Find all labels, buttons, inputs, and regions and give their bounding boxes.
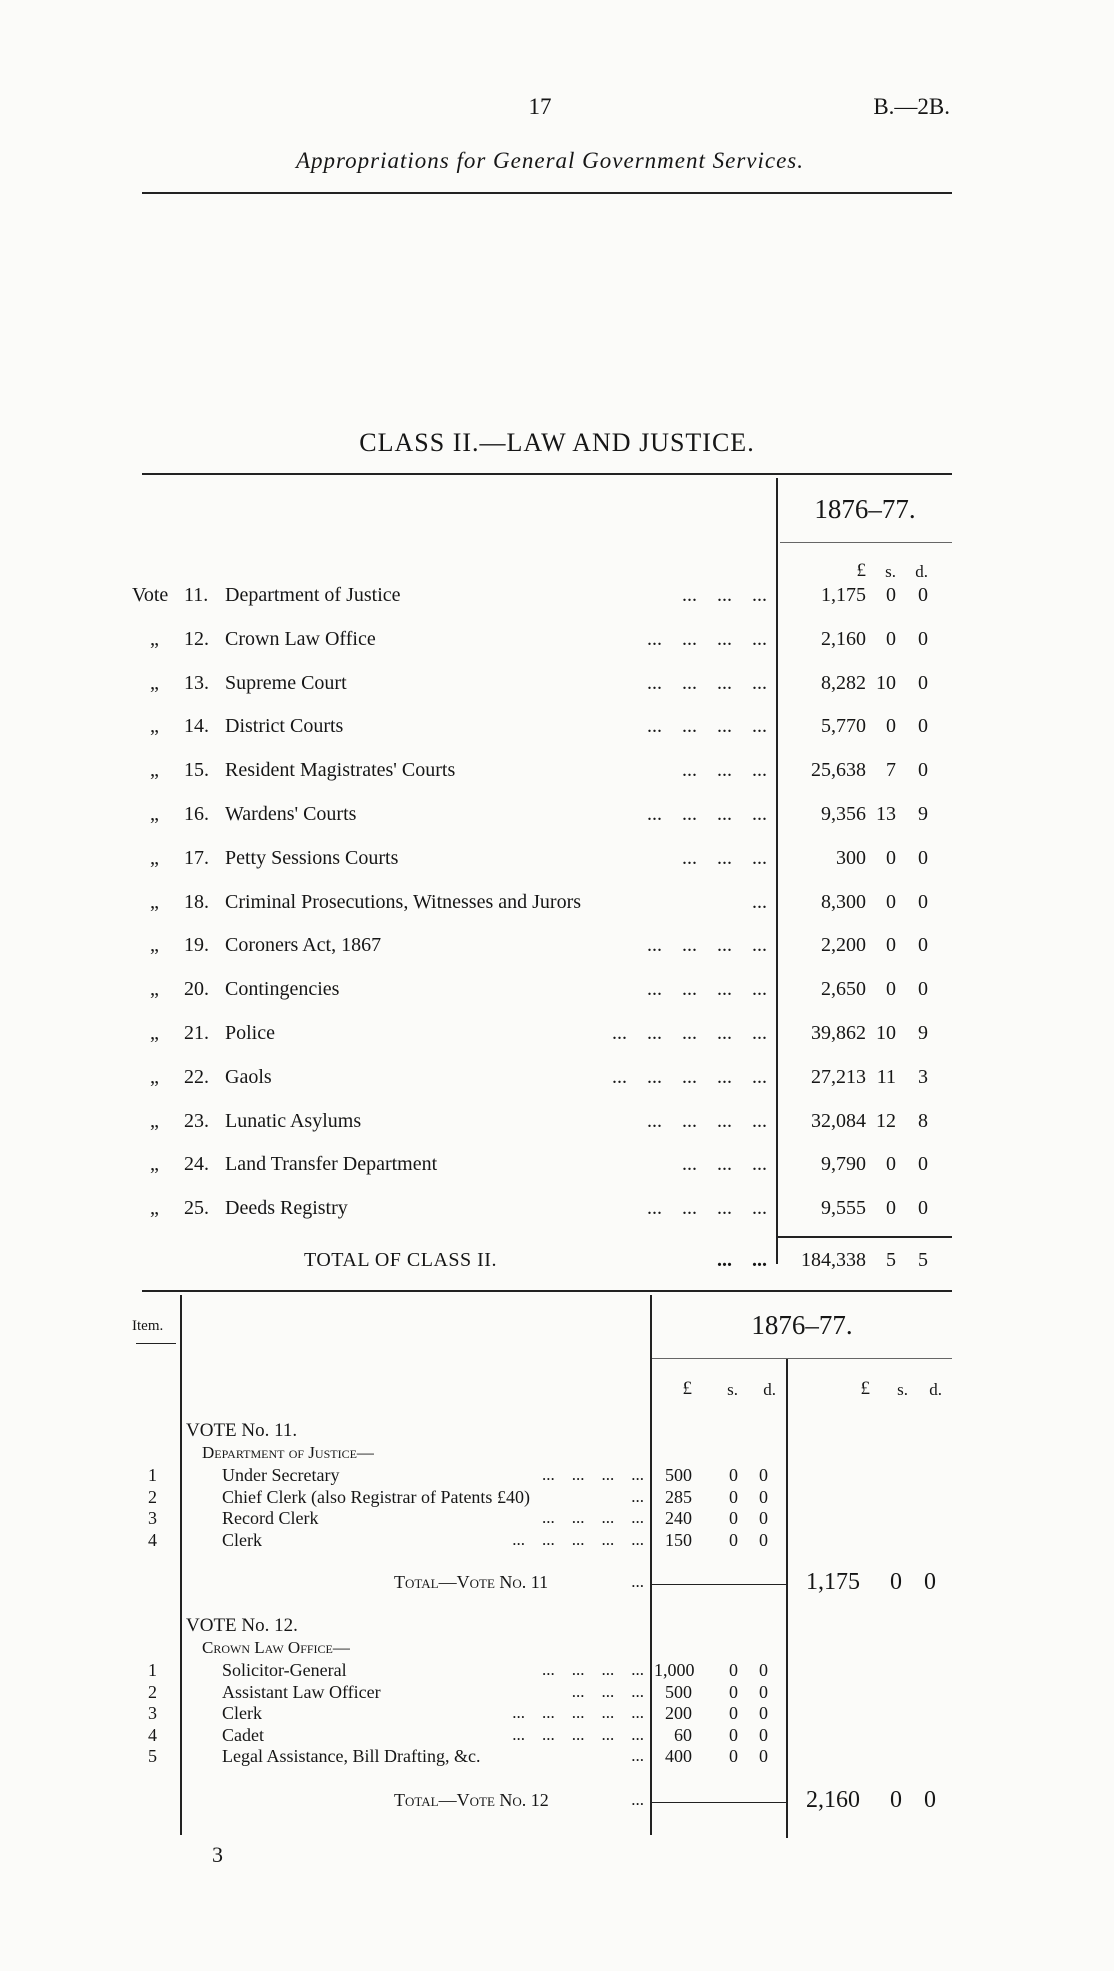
- item-shillings: 0: [729, 1725, 738, 1745]
- col-pound-header: £: [856, 560, 866, 581]
- item-pence: 0: [759, 1508, 768, 1528]
- ditto-mark: „: [150, 672, 159, 694]
- ditto-mark: „: [150, 1110, 159, 1132]
- amount-shillings: 10: [876, 1022, 896, 1044]
- item-number: 4: [148, 1530, 157, 1550]
- leader-dots: ... ... ... ...: [647, 803, 767, 825]
- item-shillings: 0: [729, 1487, 738, 1507]
- amount-shillings: 0: [886, 628, 896, 650]
- vote-name: District Courts: [225, 715, 344, 737]
- leader-dots: ... ... ... ...: [647, 672, 767, 694]
- amount-pence: 0: [918, 1153, 928, 1175]
- page-number: 17: [528, 94, 552, 119]
- item-pounds: 150: [665, 1530, 692, 1550]
- item-pounds: 200: [665, 1703, 692, 1723]
- leader-dots: ... ... ... ...: [647, 1197, 767, 1219]
- ditto-mark: „: [150, 628, 159, 650]
- amount-shillings: 11: [876, 1066, 896, 1088]
- item-pence: 0: [759, 1465, 768, 1485]
- leader-dots: ... ... ... ... ...: [612, 1066, 767, 1088]
- detail-item-divider: [180, 1295, 182, 1835]
- leader-dots: ... ... ... ...: [542, 1465, 644, 1484]
- detail-total-col-pound: £: [860, 1378, 870, 1399]
- item-shillings: 0: [729, 1508, 738, 1528]
- vote-total-pence: 0: [924, 1569, 936, 1595]
- document-code: B.—2B.: [873, 94, 950, 119]
- amount-pounds: 2,650: [821, 978, 866, 1000]
- summary-total-label: TOTAL OF CLASS II.: [304, 1249, 497, 1271]
- item-pence: 0: [759, 1660, 768, 1680]
- amount-pence: 0: [918, 934, 928, 956]
- ditto-mark: „: [150, 934, 159, 956]
- col-pence-header: d.: [915, 562, 928, 581]
- class-title: CLASS II.—LAW AND JUSTICE.: [359, 428, 755, 457]
- item-shillings: 0: [729, 1530, 738, 1550]
- item-pounds: 500: [665, 1682, 692, 1702]
- vote-name: Resident Magistrates' Courts: [225, 759, 456, 781]
- amount-shillings: 0: [886, 934, 896, 956]
- ditto-mark: „: [150, 1197, 159, 1219]
- vote-total-label: Total—Vote No. 12: [394, 1790, 549, 1810]
- leader-dots: ... ... ... ... ...: [512, 1703, 644, 1722]
- amount-pence: 0: [918, 628, 928, 650]
- amount-shillings: 12: [876, 1110, 896, 1132]
- leader-dots: ... ... ... ...: [647, 978, 767, 1000]
- vote-number: 18.: [184, 891, 209, 913]
- amount-shillings: 10: [876, 672, 896, 694]
- ditto-mark: „: [150, 759, 159, 781]
- header-rule: [142, 192, 952, 194]
- signature-mark: 3: [212, 1842, 223, 1867]
- item-pence: 0: [759, 1530, 768, 1550]
- summary-year-rule: [780, 542, 952, 543]
- amount-shillings: 0: [886, 978, 896, 1000]
- amount-shillings: 0: [886, 1197, 896, 1219]
- vote-total-shillings: 0: [890, 1787, 902, 1813]
- amount-pounds: 39,862: [811, 1022, 866, 1044]
- department-heading: Crown Law Office—: [202, 1638, 350, 1657]
- item-pence: 0: [759, 1487, 768, 1507]
- summary-total-shillings: 5: [886, 1249, 896, 1271]
- item-pence: 0: [759, 1725, 768, 1745]
- vote-number: 22.: [184, 1066, 209, 1088]
- item-label: Clerk: [222, 1703, 262, 1723]
- detail-total-divider: [786, 1358, 788, 1838]
- item-pence: 0: [759, 1703, 768, 1723]
- amount-pounds: 32,084: [811, 1110, 866, 1132]
- vote-name: Gaols: [225, 1066, 272, 1088]
- leader-dots: ... ... ...: [682, 1153, 767, 1175]
- item-pounds: 1,000: [654, 1660, 695, 1680]
- summary-column-divider: [776, 478, 778, 1264]
- leader-dots: ...: [631, 1572, 644, 1591]
- amount-shillings: 0: [886, 715, 896, 737]
- amount-pounds: 8,300: [821, 891, 866, 913]
- amount-shillings: 0: [886, 891, 896, 913]
- item-label: Record Clerk: [222, 1508, 319, 1528]
- leader-dots: ... ... ...: [571, 1682, 644, 1701]
- amount-pence: 0: [918, 847, 928, 869]
- item-pounds: 400: [665, 1746, 692, 1766]
- item-pence: 0: [759, 1746, 768, 1766]
- vote-number: 20.: [184, 978, 209, 1000]
- vote-name: Deeds Registry: [225, 1197, 348, 1219]
- ditto-mark: „: [150, 978, 159, 1000]
- vote-total-pence: 0: [924, 1787, 936, 1813]
- vote-number: 24.: [184, 1153, 209, 1175]
- item-header-rule: [136, 1343, 176, 1344]
- vote-name: Department of Justice: [225, 584, 401, 606]
- vote-name: Criminal Prosecutions, Witnesses and Jurors: [225, 891, 582, 913]
- ditto-mark: „: [150, 715, 159, 737]
- detail-top-rule: [142, 1290, 952, 1292]
- amount-pence: 3: [918, 1066, 928, 1088]
- vote-prefix: Vote: [132, 584, 169, 606]
- leader-dots: ... ... ... ... ...: [512, 1725, 644, 1744]
- amount-pence: 0: [918, 1197, 928, 1219]
- amount-pounds: 300: [836, 847, 866, 869]
- amount-shillings: 7: [886, 759, 896, 781]
- item-pounds: 285: [665, 1487, 692, 1507]
- item-pounds: 60: [674, 1725, 692, 1745]
- amount-pence: 0: [918, 759, 928, 781]
- item-label: Chief Clerk (also Registrar of Patents £40): [222, 1487, 530, 1507]
- amount-pounds: 5,770: [821, 715, 866, 737]
- ditto-mark: „: [150, 1022, 159, 1044]
- amount-pence: 0: [918, 672, 928, 694]
- leader-dots: ... ... ... ... ...: [512, 1530, 644, 1549]
- item-shillings: 0: [729, 1682, 738, 1702]
- item-label: Clerk: [222, 1530, 262, 1550]
- item-shillings: 0: [729, 1660, 738, 1680]
- item-number: 5: [148, 1746, 157, 1766]
- vote-number: 16.: [184, 803, 209, 825]
- amount-pounds: 8,282: [821, 672, 866, 694]
- amount-shillings: 0: [886, 847, 896, 869]
- vote-total-label: Total—Vote No. 11: [394, 1572, 549, 1592]
- amount-pounds: 9,790: [821, 1153, 866, 1175]
- summary-total-pence: 5: [918, 1249, 928, 1271]
- detail-total-col-pence: d.: [929, 1380, 942, 1399]
- ditto-mark: „: [150, 1066, 159, 1088]
- vote-number: 25.: [184, 1197, 209, 1219]
- vote-name: Supreme Court: [225, 672, 347, 694]
- leader-dots: ... ... ... ...: [542, 1508, 644, 1527]
- item-pounds: 500: [665, 1465, 692, 1485]
- item-shillings: 0: [729, 1703, 738, 1723]
- amount-pence: 0: [918, 715, 928, 737]
- detail-col-pound: £: [682, 1378, 692, 1399]
- amount-pence: 0: [918, 584, 928, 606]
- item-shillings: 0: [729, 1465, 738, 1485]
- item-label: Cadet: [222, 1725, 264, 1745]
- vote-number: 23.: [184, 1110, 209, 1132]
- summary-total-rule: [776, 1236, 952, 1238]
- leader-dots: ...: [631, 1746, 644, 1765]
- vote-title: VOTE No. 11.: [186, 1420, 298, 1441]
- detail-col-shilling: s.: [727, 1380, 738, 1399]
- summary-total-dots: ... ...: [717, 1249, 767, 1271]
- item-label: Legal Assistance, Bill Drafting, &c.: [222, 1746, 481, 1766]
- ditto-mark: „: [150, 803, 159, 825]
- amount-pounds: 2,160: [821, 628, 866, 650]
- summary-year-header: 1876–77.: [814, 494, 916, 524]
- item-number: 2: [148, 1487, 157, 1507]
- item-column-header: Item.: [132, 1318, 164, 1334]
- vote-name: Lunatic Asylums: [225, 1110, 362, 1132]
- vote-number: 14.: [184, 715, 209, 737]
- summary-top-rule: [142, 473, 952, 475]
- vote-number: 11.: [184, 584, 209, 606]
- amount-shillings: 0: [886, 584, 896, 606]
- vote-title: VOTE No. 12.: [186, 1615, 298, 1636]
- vote-number: 17.: [184, 847, 209, 869]
- detail-year-rule: [652, 1358, 952, 1359]
- leader-dots: ... ... ... ... ...: [612, 1022, 767, 1044]
- vote-number: 13.: [184, 672, 209, 694]
- leader-dots: ...: [631, 1790, 644, 1809]
- detail-total-col-shilling: s.: [897, 1380, 908, 1399]
- leader-dots: ... ... ... ...: [647, 628, 767, 650]
- item-number: 1: [148, 1465, 157, 1485]
- amount-pence: 9: [918, 803, 928, 825]
- amount-shillings: 13: [876, 803, 896, 825]
- col-shilling-header: s.: [885, 562, 896, 581]
- vote-number: 15.: [184, 759, 209, 781]
- ditto-mark: „: [150, 1153, 159, 1175]
- item-number: 2: [148, 1682, 157, 1702]
- leader-dots: ...: [631, 1487, 644, 1506]
- leader-dots: ... ... ... ...: [647, 934, 767, 956]
- ditto-mark: „: [150, 847, 159, 869]
- leader-dots: ... ... ...: [682, 847, 767, 869]
- amount-pence: 0: [918, 978, 928, 1000]
- leader-dots: ... ... ... ...: [542, 1660, 644, 1679]
- vote-name: Police: [225, 1022, 275, 1044]
- item-pounds: 240: [665, 1508, 692, 1528]
- vote-name: Contingencies: [225, 978, 340, 1000]
- detail-year-header: 1876–77.: [751, 1310, 853, 1340]
- vote-total-pounds: 2,160: [806, 1787, 860, 1813]
- amount-shillings: 0: [886, 1153, 896, 1175]
- amount-pounds: 9,555: [821, 1197, 866, 1219]
- leader-dots: ... ... ... ...: [647, 715, 767, 737]
- ditto-mark: „: [150, 891, 159, 913]
- amount-pence: 9: [918, 1022, 928, 1044]
- item-number: 3: [148, 1508, 157, 1528]
- item-label: Solicitor-General: [222, 1660, 347, 1680]
- item-label: Under Secretary: [222, 1465, 340, 1485]
- vote-name: Coroners Act, 1867: [225, 934, 382, 956]
- amount-pounds: 25,638: [811, 759, 866, 781]
- vote-subtotal-rule: [652, 1802, 786, 1803]
- vote-name: Petty Sessions Courts: [225, 847, 399, 869]
- amount-pounds: 27,213: [811, 1066, 866, 1088]
- amount-pence: 8: [918, 1110, 928, 1132]
- amount-pence: 0: [918, 891, 928, 913]
- item-pence: 0: [759, 1682, 768, 1702]
- vote-total-pounds: 1,175: [806, 1569, 860, 1595]
- amount-pounds: 9,356: [821, 803, 866, 825]
- detail-col-pence: d.: [763, 1380, 776, 1399]
- leader-dots: ...: [752, 891, 767, 913]
- item-label: Assistant Law Officer: [222, 1682, 381, 1702]
- vote-name: Crown Law Office: [225, 628, 376, 650]
- detail-amount-divider: [650, 1295, 652, 1835]
- vote-name: Wardens' Courts: [225, 803, 357, 825]
- item-number: 3: [148, 1703, 157, 1723]
- vote-total-shillings: 0: [890, 1569, 902, 1595]
- department-heading: Department of Justice—: [202, 1443, 374, 1462]
- vote-name: Land Transfer Department: [225, 1153, 438, 1175]
- vote-number: 21.: [184, 1022, 209, 1044]
- vote-subtotal-rule: [652, 1584, 786, 1585]
- summary-total-pounds: 184,338: [801, 1249, 866, 1271]
- item-number: 1: [148, 1660, 157, 1680]
- vote-number: 12.: [184, 628, 209, 650]
- leader-dots: ... ... ...: [682, 584, 767, 606]
- leader-dots: ... ... ... ...: [647, 1110, 767, 1132]
- vote-number: 19.: [184, 934, 209, 956]
- amount-pounds: 2,200: [821, 934, 866, 956]
- amount-pounds: 1,175: [821, 584, 866, 606]
- item-number: 4: [148, 1725, 157, 1745]
- item-shillings: 0: [729, 1746, 738, 1766]
- leader-dots: ... ... ...: [682, 759, 767, 781]
- running-title: Appropriations for General Government Services.: [296, 148, 804, 173]
